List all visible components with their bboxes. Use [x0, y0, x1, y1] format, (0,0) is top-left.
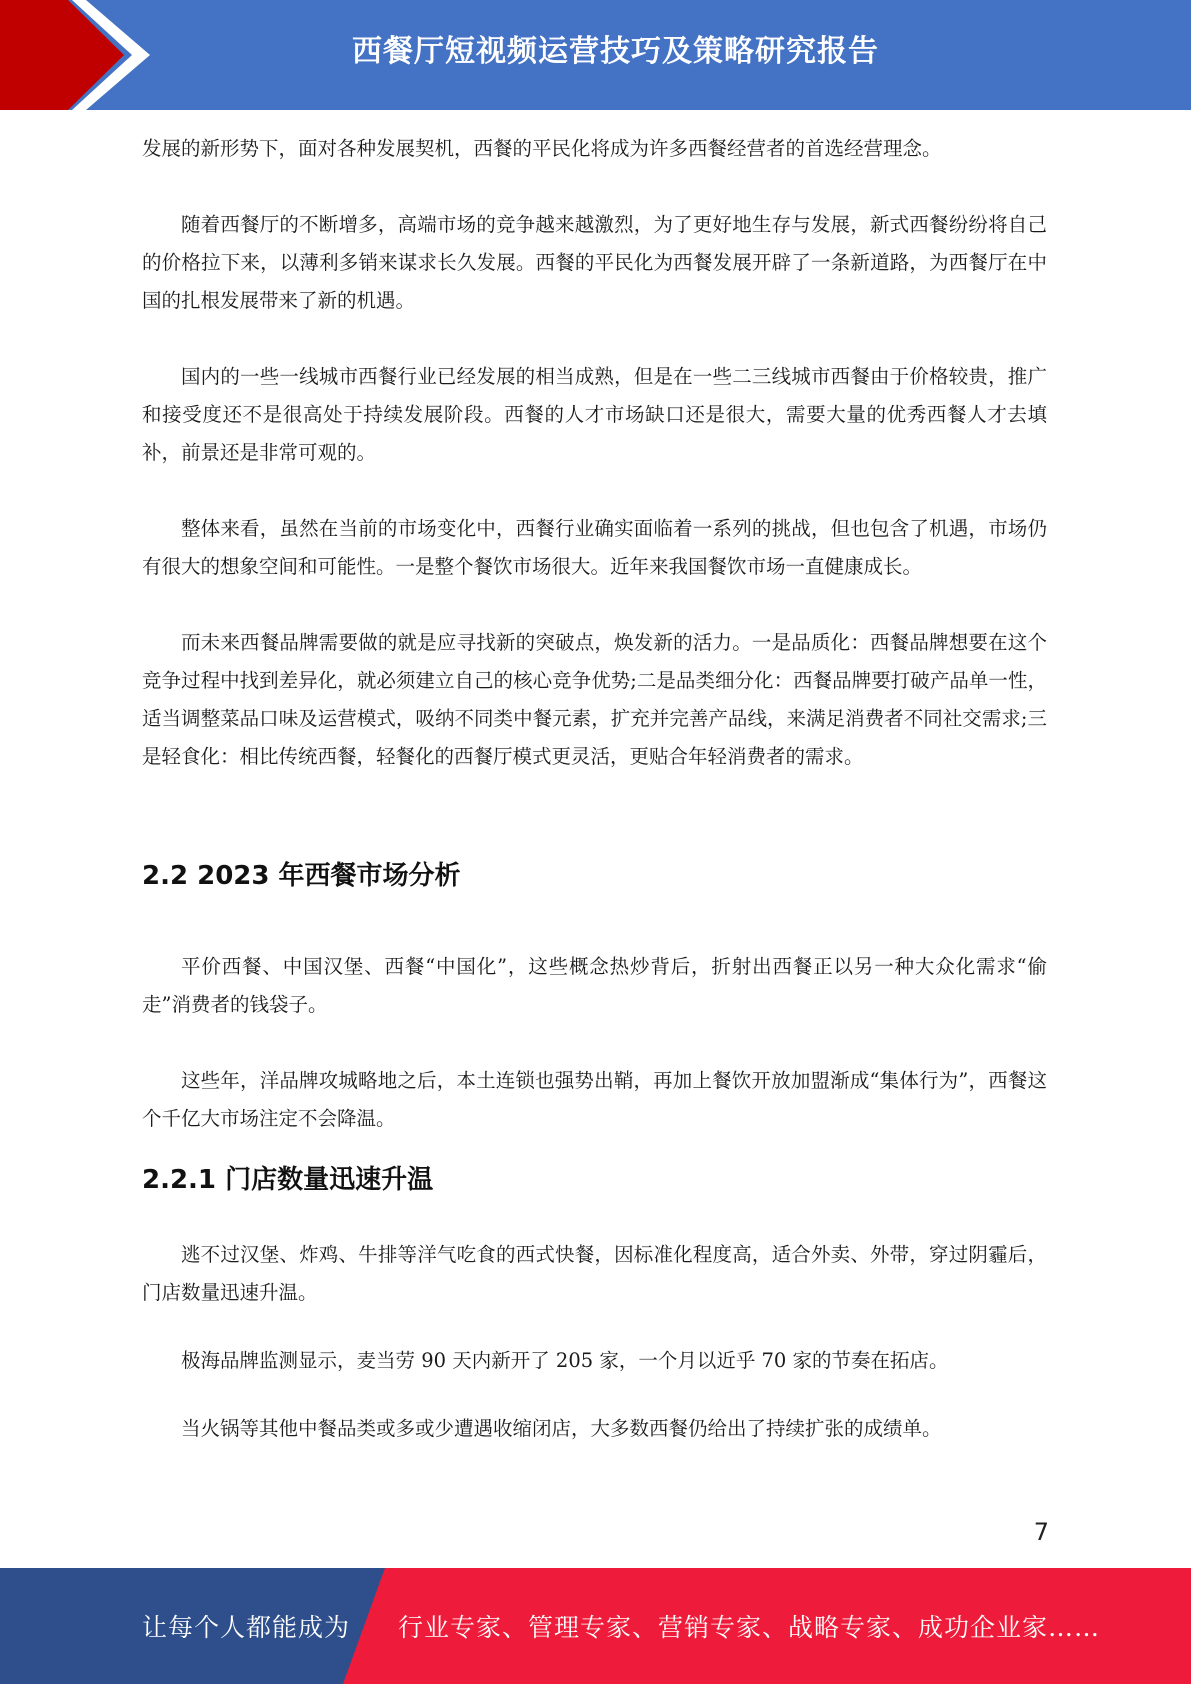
header-banner [0, 0, 1191, 110]
paragraph-1: 发展的新形势下，面对各种发展契机，西餐的平民化将成为许多西餐经营者的首选经营理念。 [142, 137, 942, 160]
paragraph-3: 国内的一些一线城市西餐行业已经发展的相当成熟，但是在一些二三线城市西餐由于价格较贵，推广和接受度还不是很高处于持续发展阶段。西餐的人才市场缺口还是很大，需要大量的优秀西餐人才去填补，前景还是非常可观的。 [142, 365, 1047, 464]
paragraph-6: 平价西餐、中国汉堡、西餐“中国化”，这些概念热炒背后，折射出西餐正以另一种大众化需求“偷走”消费者的钱袋子。 [142, 955, 1047, 1016]
section-heading-2-2: 2.2 2023 年西餐市场分析 [142, 861, 461, 891]
paragraph-5: 而未来西餐品牌需要做的就是应寻找新的突破点，焕发新的活力。一是品质化：西餐品牌想要在这个竞争过程中找到差异化，就必须建立自己的核心竞争优势;二是品类细分化：西餐品牌要打破产品单一性，适当调整菜品口味及运营模式，吸纳不同类中餐元素，扩充并完善产品线，来满足消费者不同社交需求;三是轻食化：相比传统西餐，轻餐化的西餐厅模式更灵活，更贴合年轻消费者的需求。 [142, 631, 1047, 768]
paragraph-4: 整体来看，虽然在当前的市场变化中，西餐行业确实面临着一系列的挑战，但也包含了机遇，市场仍有很大的想象空间和可能性。一是整个餐饮市场很大。近年来我国餐饮市场一直健康成长。 [142, 517, 1047, 578]
paragraph-2: 随着西餐厅的不断增多，高端市场的竞争越来越激烈，为了更好地生存与发展，新式西餐纷纷将自己的价格拉下来，以薄利多销来谋求长久发展。西餐的平民化为西餐发展开辟了一条新道路，为西餐厅在中国的扎根发展带来了新的机遇。 [142, 213, 1047, 312]
paragraph-10: 当火锅等其他中餐品类或多或少遭遇收缩闭店，大多数西餐仍给出了持续扩张的成绩单。 [181, 1417, 942, 1440]
footer-slogan-left: 让每个人都能成为 [142, 1613, 351, 1642]
main-content [142, 130, 1047, 1448]
page-number: 7 [1033, 1518, 1049, 1546]
paragraph-9: 极海品牌监测显示，麦当劳 90 天内新开了 205 家，一个月以近乎 70 家的节奏在拓店。 [181, 1349, 949, 1372]
report-title: 西餐厅短视频运营技巧及策略研究报告 [352, 34, 879, 69]
footer-banner [0, 1568, 1191, 1684]
footer-slogan-right: 行业专家、管理专家、营销专家、战略专家、成功企业家…… [398, 1613, 1101, 1642]
paragraph-8: 逃不过汉堡、炸鸡、牛排等洋气吃食的西式快餐，因标准化程度高，适合外卖、外带，穿过阴霾后，门店数量迅速升温。 [142, 1243, 1047, 1304]
section-heading-2-2-1: 2.2.1 门店数量迅速升温 [142, 1165, 434, 1195]
paragraph-7: 这些年，洋品牌攻城略地之后，本土连锁也强势出鞘，再加上餐饮开放加盟渐成“集体行为”，西餐这个千亿大市场注定不会降温。 [142, 1069, 1047, 1130]
